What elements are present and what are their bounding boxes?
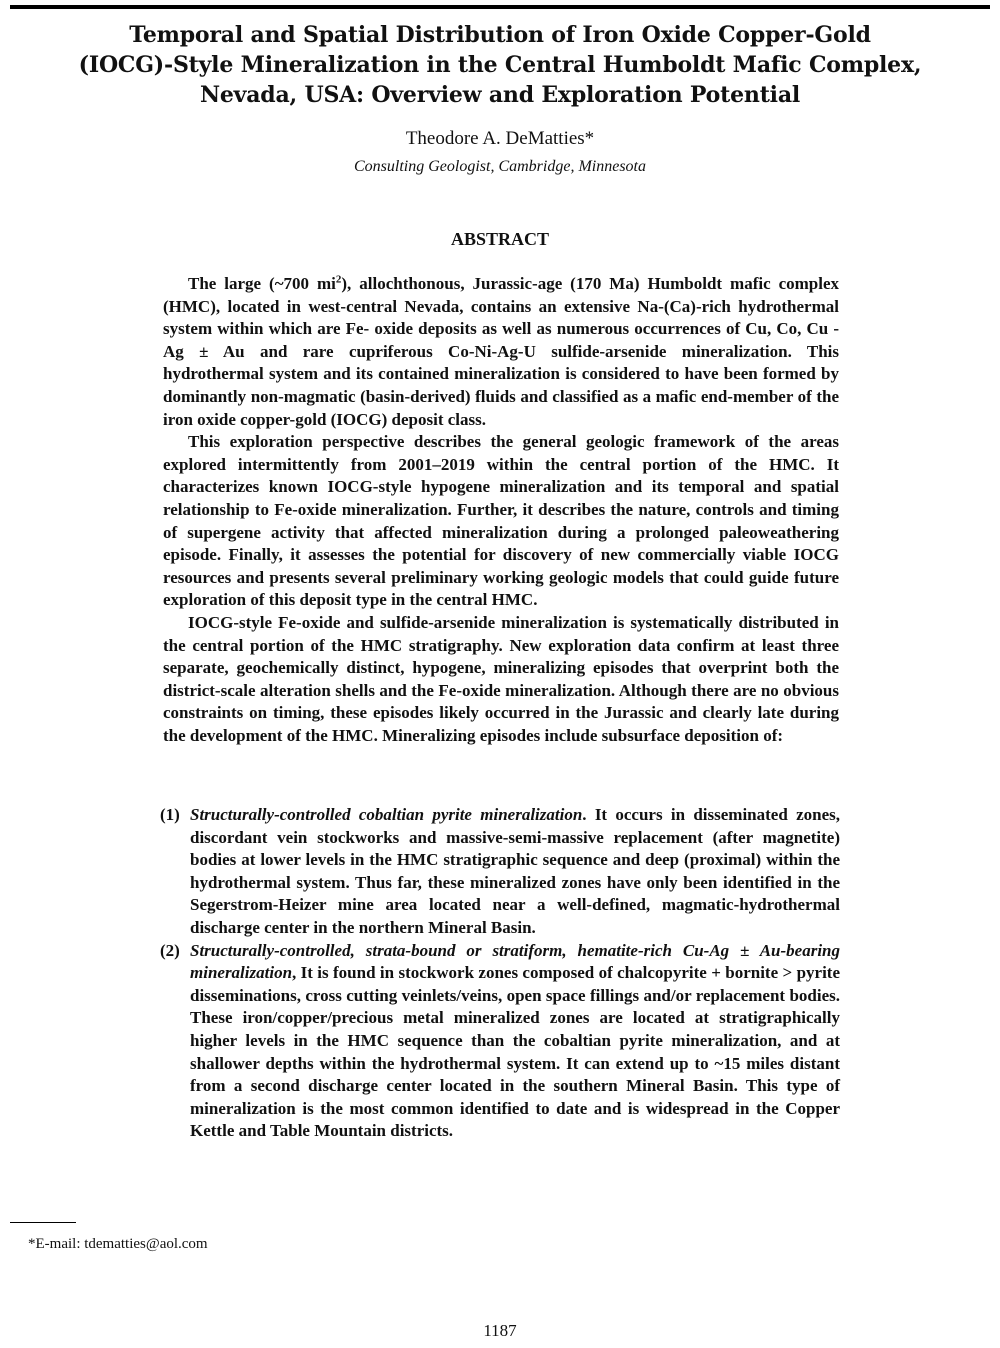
page-number: 1187 (483, 1321, 517, 1340)
list-item-text (190, 940, 840, 1143)
paper-title (40, 20, 960, 110)
abstract-heading: ABSTRACT (450, 229, 550, 249)
list-item-lead: Structurally-controlled, strata-bound or stratiform, hematite-rich Cu-Ag ± Au-bearing mineralization (190, 940, 840, 983)
list-item-number: (1) (160, 805, 180, 824)
list-item (160, 940, 840, 1143)
mineralization-list (160, 804, 840, 1143)
footnote-rule (10, 1222, 76, 1223)
paragraph-text: The large (~700 mi (188, 274, 336, 293)
list-item (160, 804, 840, 940)
paragraph-text: ), allochthonous, Jurassic-age (170 Ma) Humboldt mafic complex (HMC), located in west-central Nevada, contains an extensive Na-(Ca)-rich hydrothermal system within which are Fe- oxide deposits as well as numerous occurrences of Cu, Co, Cu - Ag ± Au and rare cupriferous Co-Ni-Ag-U sulfide-arsenide mineralization. This hydrothermal system and its contained mineralization is considered to have been formed by dominantly non-magmatic (basin-derived) fluids and classified as a mafic end-member of the iron oxide copper-gold (IOCG) deposit class. (163, 274, 839, 429)
title-line: (IOCG)-Style Mineralization in the Central Humboldt Mafic Complex, (78, 52, 922, 78)
title-line: Nevada, USA: Overview and Exploration Potential (199, 82, 801, 108)
list-item-number: (2) (160, 940, 180, 960)
abstract-paragraph: This exploration perspective describes the general geologic framework of the areas explored intermittently from 2001–2019 within the central portion of the HMC. It characterizes known IOCG-style hypogene mineralization and its temporal and spatial relationship to Fe-oxide mineralization. Further, it describes the nature, controls and timing of supergene activity that affected mineralization during a prolonged paleoweathering episode. Finally, it assesses the potential for discovery of new commercially viable IOCG resources and presents several preliminary working geologic models that could guide future exploration of this deposit type in the central HMC. (163, 432, 839, 610)
abstract-paragraph (163, 273, 839, 431)
abstract-body (163, 273, 839, 747)
author-affiliation: Consulting Geologist, Cambridge, Minnesota (354, 158, 646, 175)
list-item-body: , It is found in stockwork zones composed of chalcopyrite + bornite > pyrite disseminations, cross cutting veinlets/veins, open space fillings and/or replacement bodies. These iron/copper/precious metal mineralized zones are located at stratigraphically higher levels in the HMC sequence than the cobaltian pyrite mineralization, and at shallower depths within the hydrothermal system. It can extend up to ~15 miles distant from a second discharge center located in the southern Mineral Basin. This type of mineralization is the most common identified to date and is widespread in the Copper Kettle and Table Mountain districts. (190, 963, 840, 1141)
list-item-text (190, 804, 840, 940)
list-item-body: . It occurs in disseminated zones, discordant vein stockworks and massive-semi-massive replacement (after magnetite) bodies at lower levels in the HMC stratigraphic sequence and deep (proximal) within the hydrothermal system. Thus far, these mineralized zones have only been identified in the Segerstrom-Heizer mine area located near a well-defined, magmatic-hydrothermal discharge center in the northern Mineral Basin. (190, 805, 840, 937)
author-name: Theodore A. DeMatties* (405, 128, 595, 149)
abstract-paragraph: IOCG-style Fe-oxide and sulfide-arsenide mineralization is systematically distributed in the central portion of the HMC stratigraphy. New exploration data confirm at least three separate, geochemically distinct, hypogene, mineralizing episodes that overprint both the district-scale alteration shells and the Fe-oxide mineralization. Although there are no obvious constraints on timing, these episodes likely occurred in the Jurassic and clearly late during the development of the HMC. Mineralizing episodes include subsurface deposition of: (163, 612, 839, 745)
superscript: 2 (335, 273, 342, 286)
top-rule (10, 5, 990, 9)
list-item-lead: Structurally-controlled cobaltian pyrite mineralization (190, 805, 583, 824)
footnote-email: *E-mail: tdematties@aol.com (28, 1236, 208, 1252)
title-line: Temporal and Spatial Distribution of Iron Oxide Copper-Gold (129, 22, 871, 48)
